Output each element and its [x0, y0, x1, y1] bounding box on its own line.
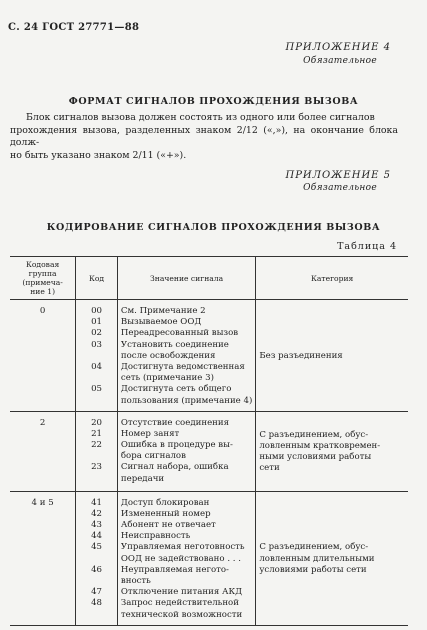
- header-code: Код: [76, 257, 118, 300]
- category-cell: С разъединением, обус- ловленным длительными условиями работы сети: [256, 491, 408, 625]
- category-cell: Без разъединения: [256, 300, 408, 412]
- category-cell: С разъединением, обус- ловленным кратковремен- ными условиями работы сети: [256, 411, 408, 491]
- paragraph-line: Блок сигналов вызова должен состоять из одного или более сигналов: [26, 112, 375, 123]
- appendix-5-title: ПРИЛОЖЕНИЕ 5: [285, 170, 391, 181]
- paragraph-line: но быть указано знаком 2/11 («+»).: [10, 149, 187, 161]
- group-cell: 2: [10, 411, 76, 491]
- table-header-row: [10, 257, 408, 300]
- section-format-title: ФОРМАТ СИГНАЛОВ ПРОХОЖДЕНИЯ ВЫЗОВА: [68, 96, 359, 107]
- header-category: Категория: [256, 257, 408, 300]
- header-meaning: Значение сигнала: [117, 257, 255, 300]
- appendix-4-status: Обязательное: [303, 56, 377, 66]
- codes-cell: 41 42 43 44 45 46 47 48: [76, 491, 118, 625]
- table-row-group-4-5: [10, 491, 408, 625]
- table-row-group-2: [10, 411, 408, 491]
- codes-cell: 20 21 22 23: [76, 411, 118, 491]
- meanings-cell: Доступ блокирован Измененный номер Абонент не отвечает Неисправность Управляемая неготовность ООД не задействовано . . . Неуправляемая негото- вность Отключение питания АКД Запрос недействительной технической возможности: [117, 491, 255, 625]
- header-code-group: Кодовая группа (примеча- ние 1): [10, 257, 76, 300]
- format-paragraph: [10, 112, 398, 162]
- appendix-4-title: ПРИЛОЖЕНИЕ 4: [285, 42, 391, 53]
- group-cell: 0: [10, 300, 76, 412]
- group-cell: 4 и 5: [10, 491, 76, 625]
- paragraph-line: прохождения вызова, разделенных знаком 2/12 («,»), на окончание блока долж-: [10, 124, 398, 148]
- section-coding-title: КОДИРОВАНИЕ СИГНАЛОВ ПРОХОЖДЕНИЯ ВЫЗОВА: [46, 222, 381, 233]
- meanings-cell: Отсутствие соединения Номер занят Ошибка в процедуре вы- бора сигналов Сигнал набора, ошибка передачи: [117, 411, 255, 491]
- signal-coding-table: [10, 257, 408, 626]
- meanings-cell: См. Примечание 2 Вызываемое ООД Переадресованный вызов Установить соединение после освобождения Достигнута ведомственная сеть (примечание 3) Достигнута сеть общего пользования (примечание 4): [117, 300, 255, 412]
- codes-cell: 00 01 02 03 04 05: [76, 300, 118, 412]
- appendix-5-status: Обязательное: [303, 183, 377, 193]
- table-caption: Таблица 4: [337, 241, 397, 252]
- page-header: С. 24 ГОСТ 27771—88: [8, 22, 140, 33]
- table-row-group-0: [10, 300, 408, 412]
